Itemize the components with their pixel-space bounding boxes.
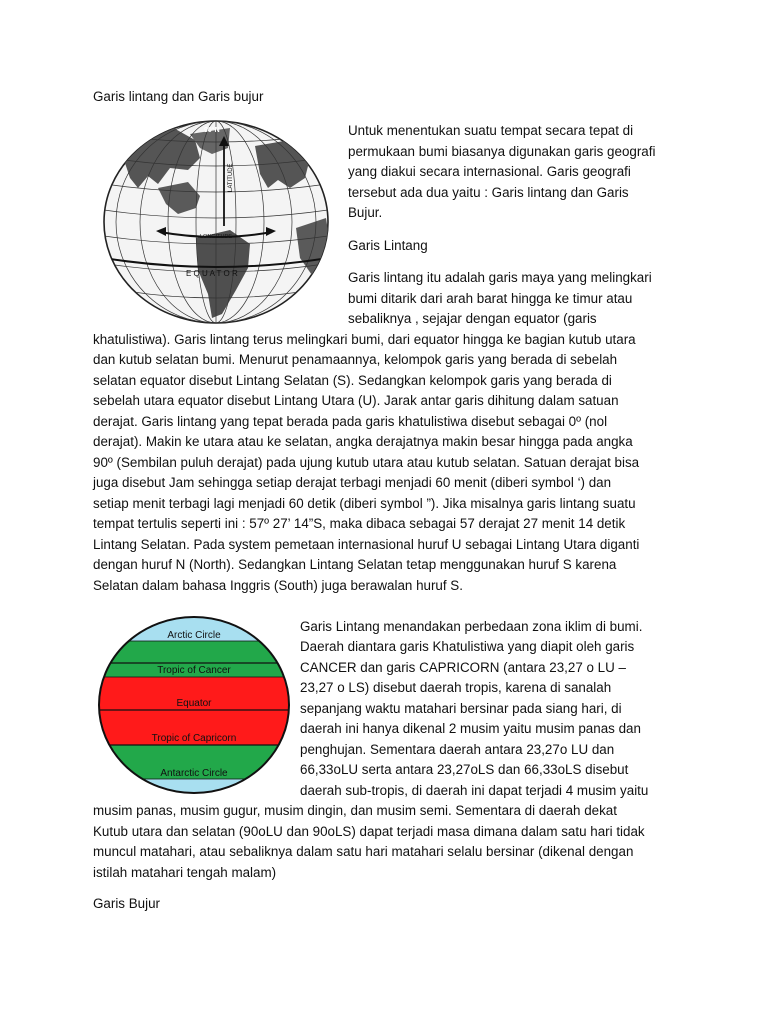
text-line: juga disebut Jam sehingga setiap derajat terbagi menjadi 60 menit (diberi symbol ‘) dan	[93, 475, 612, 490]
globe-longitude-label: LONGITUDE	[200, 234, 233, 240]
text-line: setiap menit terbagi lagi menjadi 60 detik (diberi symbol ”). Jika misalnya garis lintang suatu	[93, 496, 636, 511]
globe-equator-label: E Q U A T O R	[186, 269, 238, 278]
label-tropic-of-cancer: Tropic of Cancer	[157, 665, 231, 676]
text-line: Garis lintang itu adalah garis maya yang melingkari	[348, 270, 652, 285]
text-line: Untuk menentukan suatu tempat secara tepat di	[348, 123, 634, 138]
heading-garis-bujur: Garis Bujur	[93, 896, 160, 911]
text-line: dan kutub selatan bumi. Menurut penamaannya, kelompok garis yang berada di sebelah	[93, 352, 618, 367]
text-line: khatulistiwa). Garis lintang terus melingkari bumi, dari equator hingga ke bagian kutub utara	[93, 332, 636, 347]
text-line: sepanjang waktu matahari bersinar pada siang hari, di	[300, 701, 622, 716]
text-line: Bujur.	[348, 205, 383, 220]
label-equator: Equator	[176, 698, 212, 709]
text-line: daerah ini hanya dikenal 2 musim yaitu musim panas dan	[300, 721, 641, 736]
heading-garis-lintang: Garis Lintang	[348, 238, 428, 253]
text-line: penghujan. Sementara daerah antara 23,27o LU dan	[300, 742, 615, 757]
text-line: 90º (Sembilan puluh derajat) pada ujung kutub utara atau kutub selatan. Satuan derajat bisa	[93, 455, 640, 470]
text-line: derajat. Garis lintang yang tepat berada pada garis khatulistiwa disebut sebagai 0º (nol	[93, 414, 608, 429]
text-line: tempat tertulis seperti ini : 57º 27’ 14”S, maka dibaca sebagai 57 derajat 27 menit 14 detik	[93, 516, 626, 531]
text-line: Kutub utara dan selatan (90oLU dan 90oLS) dapat terjadi masa dimana dalam satu hari tidak	[93, 824, 645, 839]
text-line: dengan huruf N (North). Sedangkan Lintang Selatan tetap menggunakan huruf S karena	[93, 557, 617, 572]
text-line: Lintang Selatan. Pada system pemetaan internasional huruf U sebagai Lintang Utara diganti	[93, 537, 640, 552]
climate-zones-figure	[96, 615, 292, 795]
text-line: Garis Lintang menandakan perbedaan zona iklim di bumi.	[300, 619, 643, 634]
text-line: tersebut ada dua yaitu : Garis lintang dan Garis	[348, 185, 629, 200]
globe-figure	[100, 118, 332, 326]
text-line: istilah matahari tengah malam)	[93, 865, 277, 880]
globe-north-label: 90°N	[204, 127, 220, 134]
text-line: 66,33oLU serta antara 23,27oLS dan 66,33oLS disebut	[300, 762, 629, 777]
text-line: selatan equator disebut Lintang Selatan (S). Sedangkan kelompok garis yang berada di	[93, 373, 612, 388]
text-line: daerah sub-tropis, di daerah ini dapat terjadi 4 musim yaitu	[300, 783, 649, 798]
globe-latitude-label: LATITUDE	[228, 163, 234, 192]
text-line: derajat). Makin ke utara atau ke selatan, angka derajatnya makin besar hingga pada angka	[93, 434, 633, 449]
text-line: sebelah utara equator disebut Lintang Utara (U). Jarak antar garis dihitung dalam satuan	[93, 393, 619, 408]
document-title: Garis lintang dan Garis bujur	[93, 89, 264, 104]
text-line: muncul matahari, atau sebaliknya dalam satu hari matahari selalu bersinar (dikenal dengan	[93, 844, 634, 859]
text-line: musim panas, musim gugur, musim dingin, dan musim semi. Sementara di daerah dekat	[93, 803, 617, 818]
text-line: Daerah diantara garis Khatulistiwa yang diapit oleh garis	[300, 639, 635, 654]
label-arctic-circle: Arctic Circle	[167, 630, 221, 641]
text-line: bumi ditarik dari arah barat hingga ke timur atau	[348, 291, 633, 306]
text-line: sebaliknya , sejajar dengan equator (garis	[348, 311, 597, 326]
text-line: permukaan bumi biasanya digunakan garis geografi	[348, 144, 656, 159]
label-tropic-of-capricorn: Tropic of Capricorn	[151, 733, 237, 744]
text-line: 23,27 o LS) disebut daerah tropis, karena di sanalah	[300, 680, 612, 695]
text-line: yang diakui secara internasional. Garis geografi	[348, 164, 631, 179]
label-antarctic-circle: Antarctic Circle	[160, 768, 228, 779]
text-line: CANCER dan garis CAPRICORN (antara 23,27 o LU –	[300, 660, 626, 675]
text-line: Selatan dalam bahasa Inggris (South) juga berawalan huruf S.	[93, 578, 463, 593]
